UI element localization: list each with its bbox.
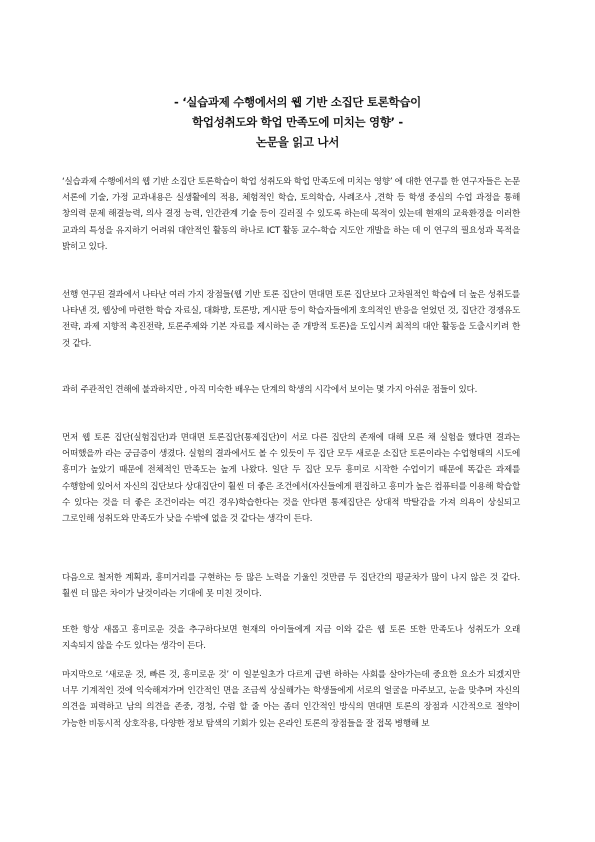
paragraph-mean-difference: 다음으로 철저한 계획과, 흥미거리를 구현하는 등 많은 노력을 기울인 것만큼 두 집단간의 평균차가 많이 나지 않은 것 같다. 훨씬 더 많은 차이가 날것이라는 기대에 못 미친 것이다.	[62, 573, 520, 600]
paragraph-group-comparison: 먼저 웹 토론 집단(실험집단)과 면대면 토론집단(통제집단)이 서로 다른 집단의 존재에 대해 모른 채 실험을 했다면 결과는 어떠했을까 라는 궁금증이 생겼다. 실험의 결과에서도 볼 수 있듯이 두 집단 모두 새로운 소집단 토론이라는 수업형태의 시도에 흥미가 높았기 때문에 전체적인 만족도는 높게 나왔다. 일단 두 집단 모두 흥미로 시작한 수업이기 때문에 똑같은 과제를 수행함에 있어서 자신의 집단보다 상대집단이 훨씬 더 좋은 조건에서(자신들에게 편집하고 흥미가 높은 컴퓨터를 이용해 학습할 수 있다는 것을 더 좋은 조건이라는 여긴 경우)학습한다는 것을 안다면 통제집단은 상대적 박탈감을 가져 의욕이 상실되고 그로인해 성취도와 만족도가 낮을 수밖에 없을 것 같다는 생각이 든다.	[62, 433, 520, 525]
document-title	[0, 92, 595, 152]
paragraph-conclusion: 마지막으로 ‘새로운 것, 빠른 것, 흥미로운 것’ 이 일분일초가 다르게 급변 하하는 사회를 살아가는데 중요한 요소가 되겠지만 너무 기계적인 것에 익숙해져가며 인간적인 면을 조금씩 상실해가는 학생들에게 서로의 얼굴을 마주보고, 눈을 맞추며 자신의 의견을 피력하고 남의 의견을 존중, 경청, 수렴 할 줄 아는 좀더 인간적인 방식의 면대면 토론의 장점과 시간적으로 절약이 가능한 비동시적 상호작용, 다양한 정보 탐색의 기회가 있는 온라인 토론의 장점들을 잘 접목 병행해 보	[62, 670, 520, 729]
paragraph-shortcomings: 과히 주관적인 견해에 불과하지만 , 아직 미숙한 배우는 단계의 학생의 시각에서 보이는 몇 가지 아쉬운 점들이 있다.	[62, 385, 478, 395]
title-line-2: 학업성취도와 학업 만족도에 미치는 영향’ -	[192, 115, 403, 129]
title-line-1: - ‘실습과제 수행에서의 웹 기반 소집단 토론학습이	[174, 95, 421, 109]
title-line-3: 논문을 읽고 나서	[255, 135, 340, 149]
paragraph-prior-research: 선행 연구된 결과에서 나타난 여러 가지 장점들(웹 기반 토론 집단이 면대면 토론 집단보다 고차원적인 학습에 더 높은 성취도를 나타낸 것, 웹상에 마련한 학습 자료실, 대화방, 토론방, 게시판 등이 학습자들에게 호의적인 반응을 얻었던 것, 집단간 경쟁유도 전략, 과제 지향적 촉진전략, 토론주제와 기본 자료를 제시하는 준 개방적 토론)을 도입시켜 최적의 대안 활동을 도출시키려 한 것 같다.	[62, 290, 520, 349]
paragraph-intro: ‘실습과제 수행에서의 웹 기반 소집단 토론학습이 학업 성취도와 학업 만족도에 미치는 영향’ 에 대한 연구를 한 연구자들은 논문 서론에 기술, 가정 교과내용은 실생활에의 적용, 체험적인 학습, 토의학습, 사례조사 ,견학 등 학생 중심의 수업 과정을 통해 창의력 문제 해결능력, 의사 결정 능력, 인간관계 기술 등이 길러질 수 있도록 하는데 목적이 있는데 현재의 교육환경을 이러한 교과의 특성을 유지하기 어려워 대안적인 활동의 하나로 ICT 활동 교수-학습 지도안 개발을 하는 데 이 연구의 필요성과 목적을 밝히고 있다.	[62, 177, 520, 252]
paragraph-novelty: 또한 항상 새롭고 흥미로운 것을 추구하다보면 현재의 아이들에게 지금 이와 같은 웹 토론 또한 만족도나 성취도가 오래 지속되지 않을 수도 있다는 생각이 든다.	[62, 625, 520, 652]
